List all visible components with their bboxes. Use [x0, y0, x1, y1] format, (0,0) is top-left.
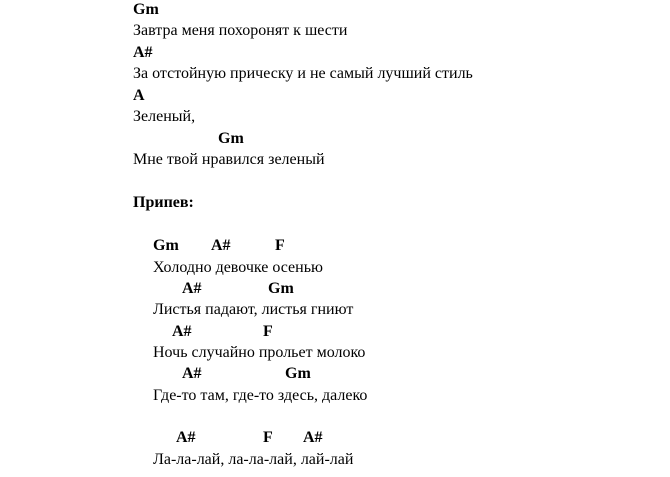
chord-label: Gm: [268, 280, 294, 297]
chord-label: A#: [182, 280, 202, 297]
lyric-line: Ла-ла-лай, ла-ла-лай, лай-лай: [153, 451, 354, 468]
lyric-line: За отстойную прическу и не самый лучший стиль: [133, 65, 473, 82]
chord-label: F: [263, 429, 273, 446]
chord-label: Gm: [218, 130, 244, 147]
lyric-line: Где-то там, где-то здесь, далеко: [153, 387, 368, 404]
lyric-line: Холодно девочке осенью: [153, 259, 323, 276]
chord-label: Gm: [153, 237, 179, 254]
chord-label: F: [275, 237, 285, 254]
chord-label: Gm: [133, 1, 159, 18]
lyric-line: Завтра меня похоронят к шести: [133, 22, 348, 39]
chord-label: A#: [176, 429, 196, 446]
lyric-line: Листья падают, листья гниют: [153, 301, 354, 318]
chord-label: A#: [133, 44, 153, 61]
chord-label: A#: [211, 237, 231, 254]
chord-label: Gm: [285, 365, 311, 382]
lyric-line: Мне твой нравился зеленый: [133, 151, 325, 168]
chord-label: F: [263, 323, 273, 340]
lyric-line: Ночь случайно прольет молоко: [153, 344, 366, 361]
chord-label: A#: [182, 365, 202, 382]
lyric-line: Зеленый,: [133, 108, 196, 125]
chorus-heading: Припев:: [133, 194, 194, 211]
chord-label: A: [133, 87, 145, 104]
chord-label: A#: [172, 323, 192, 340]
chord-label: A#: [303, 429, 323, 446]
